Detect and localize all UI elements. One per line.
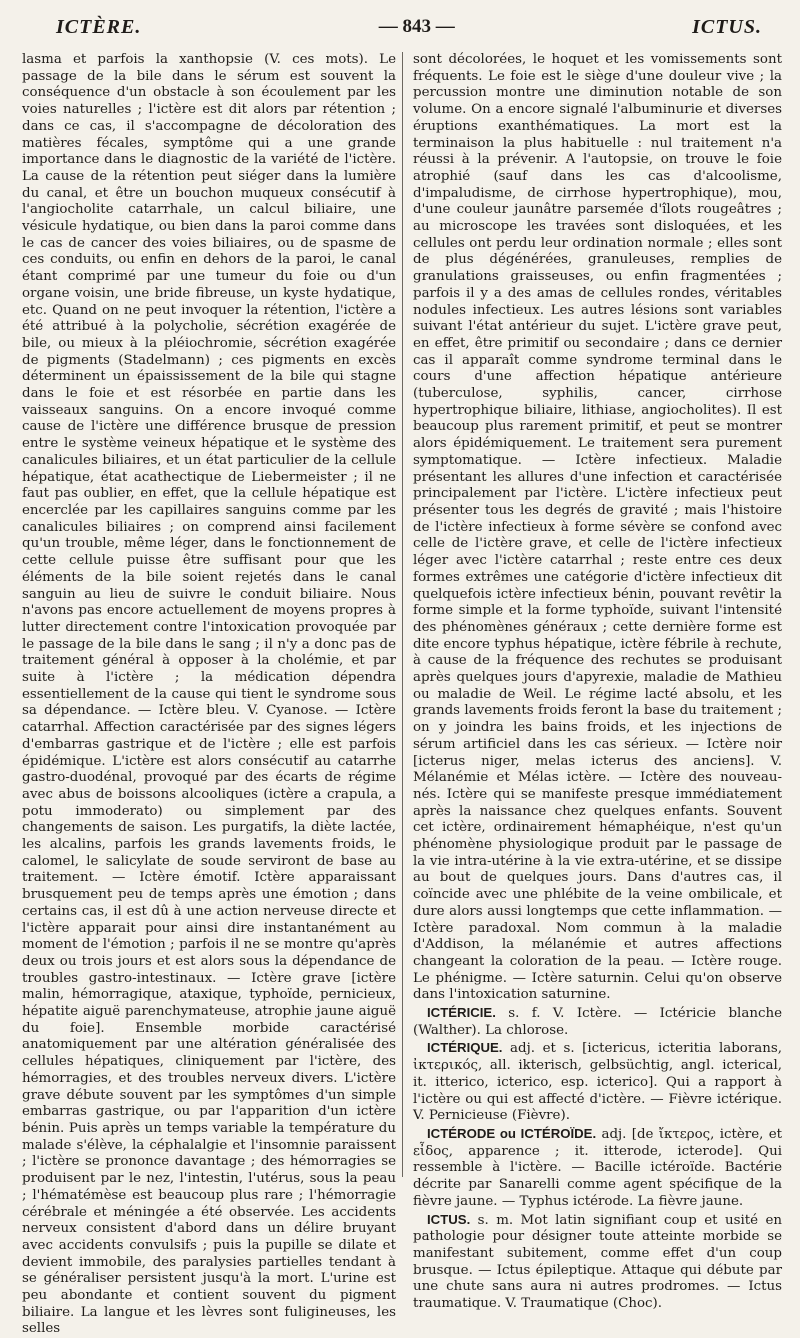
headword-ictus: ICTUS. [427,1211,471,1227]
left-column [22,52,402,1337]
headword-ictericie: ICTÉRICIE. [427,1005,496,1021]
two-column-body [22,52,786,1337]
page-number: — 843 — [378,16,455,37]
running-header [22,8,786,52]
entry-icterode-text: adj. [de ἴκτερος, ictère, et εἶδος, apparence ; it. itterode, icterode]. Qui ressemble à l'ictère. — Bacille ictéroïde. Bactérie décrite par Sanarelli comme agent spécifique de la fièvre jaune. — Typhus ictérode. La fièvre jaune. [413,1127,782,1209]
left-column-text: lasma et parfois la xanthopsie (V. ces mots). Le passage de la bile dans le sérum est souvent la conséquence d'un obstacle à son écoulement par les voies naturelles ; l'ictère est dit alors par rétention ; dans ce cas, il s'accompagne de décoloration des matières fécales, symptôme qui a une grande importance dans le diagnostic de la variété de l'ictère. La cause de la rétention peut siéger dans la lumière du canal, et être un bouchon muqueux consécutif à l'angiocholite catarrhale, un calcul biliaire, une vésicule hydatique, ou bien dans la paroi comme dans le cas de cancer des voies biliaires, ou de spasme de ces conduits, ou enfin en dehors de la paroi, le canal étant comprimé par une tumeur du foie ou d'un organe voisin, une bride fibreuse, un kyste hydatique, etc. Quand on ne peut invoquer la rétention, l'ictère a été attribué à la polycholie, sécrétion exagérée de bile, ou mieux à la pléiochromie, sécrétion exagérée de pigments (Stadelmann) ; ces pigments en excès déterminent un épaississement de la bile qui stagne dans le foie et est résorbée en partie dans les vaisseaux sanguins. On a encore invoqué comme cause de l'ictère une différence brusque de pression entre le système veineux hépatique et le système des canalicules biliaires, et un état particulier de la cellule hépatique, état acathectique de Liebermeister ; il ne faut pas oublier, en effet, que la cellule hépatique est encerclée par les capillaires sanguins comme par les canalicules biliaires ; on comprend ainsi facilement qu'un trouble, même léger, dans le fonctionnement de cette cellule puisse être suffisant pour que les éléments de la bile soient rejetés dans le canal sanguin au lieu de suivre le conduit biliaire. Nous n'avons pas encore actuellement de moyens propres à lutter directement contre l'intoxication provoquée par le passage de la bile dans le sang ; il n'y a donc pas de traitement général à opposer à la cholémie, et par suite à l'ictère ; la médication dépendra essentiellement de la cause qui tient le syndrome sous sa dépendance. — Ictère bleu. V. Cyanose. — Ictère catarrhal. Affection caractérisée par des signes légers d'embarras gastrique et de l'ictère ; elle est parfois épidémique. L'ictère est alors consécutif au catarrhe gastro-duodénal, provoqué par des écarts de régime avec abus de boissons alcooliques (ictère a crapula, a potu immoderato) ou simplement par des changements de saison. Les purgatifs, la diète lactée, les alcalins, parfois les grands lavements froids, le calomel, le salicylate de soude serviront de base au traitement. — Ictère émotif. Ictère apparaissant brusquement peu de temps après une émotion ; dans certains cas, il est dû à une action nerveuse directe et l'ictère apparait pour ainsi dire instantanément au moment de l'émotion ; parfois il ne se montre qu'après deux ou trois jours et est alors sous la dépendance de troubles gastro-intestinaux. — Ictère grave [ictère malin, hémorragique, ataxique, typhoïde, pernicieux, hépatite aiguë parenchymateuse, atrophie jaune aiguë du foie]. Ensemble morbide caractérisé anatomiquement par une altération généralisée des cellules hépatiques, cliniquement par l'ictère, des hémorragies, et des troubles nerveux divers. L'ictère grave débute souvent par les symptômes d'un simple embarras gastrique, ou par l'apparition d'un ictère bénin. Puis après un temps variable la température du malade s'élève, la céphalalgie et l'insomnie paraissent ; l'ictère se prononce davantage ; des hémorragies se produisent par le nez, l'intestin, l'utérus, sous la peau ; l'hématémèse est beaucoup plus rare ; l'hémorragie cérébrale et méningée a été observée. Les accidents nerveux consistent d'abord dans un délire bruyant avec accidents convulsifs ; puis la pupille se dilate et devient immobile, des paralysies partielles tendant à se généraliser persistent jusqu'à la mort. L'urine est peu abondante et contient souvent du pigment biliaire. La langue et les lèvres sont fuligineuses, les selles [22,52,396,1337]
entry-ictericie-text: s. f. V. Ictère. — Ictéricie blanche (Walther). La chlorose. [413,1006,782,1038]
entry-icterique-text: adj. et s. [ictericus, icteritia laborans, ἰκτερικός, all. ikterisch, gelbsüchtig, angl. icterical, it. itterico, icterico, esp. icterico]. Qui a rapport à l'ictère ou qui est affecté d'ictère. — Fièvre ictérique. V. Pernicieuse (Fièvre). [413,1041,782,1124]
entry-icterique [413,1040,782,1125]
entry-ictus [413,1212,782,1313]
right-column [402,52,782,1312]
entry-ictericie [413,1005,782,1039]
headword-icterode: ICTÉRODE ou ICTÉROÏDE. [427,1126,597,1141]
right-column-text: sont décolorées, le hoquet et les vomissements sont fréquents. Le foie est le siège d'une douleur vive ; la percussion montre une diminution notable de son volume. On a encore signalé l'albuminurie et diverses éruptions exanthématiques. La mort est la terminaison la plus habituelle : nul traitement n'a réussi à la prévenir. A l'autopsie, on trouve le foie atrophié (sauf dans les cas d'alcoolisme, d'impaludisme, de cirrhose hypertrophique), mou, d'une couleur jaunâtre parsemée d'îlots rougeâtres ; au microscope les travées sont disloquées, et les cellules ont perdu leur ordination normale ; elles sont de plus dégénérées, granuleuses, remplies de granulations graisseuses, ou enfin fragmentées ; parfois il y a des amas de cellules rondes, véritables nodules infectieux. Les autres lésions sont variables suivant l'état antérieur du sujet. L'ictère grave peut, en effet, être primitif ou secondaire ; dans ce dernier cas il apparaît comme syndrome terminal dans le cours d'une affection hépatique antérieure (tuberculose, syphilis, cancer, cirrhose hypertrophique biliaire, lithiase, angiocholites). Il est beaucoup plus rarement primitif, et peut se montrer alors épidémiquement. Le traitement sera purement symptomatique. — Ictère infectieux. Maladie présentant les allures d'une infection et caractérisée principalement par l'ictère. L'ictère infectieux peut présenter tous les degrés de gravité ; mais l'histoire de l'ictère infectieux à forme sévère se confond avec celle de l'ictère grave, et celle de l'ictère infectieux léger avec l'ictère catarrhal ; reste entre ces deux formes extrêmes une catégorie d'ictère infectieux dit quelquefois ictère infectieux bénin, pouvant revêtir la forme simple et la forme typhoïde, suivant l'intensité des phénomènes généraux ; cette dernière forme est dite encore typhus hépatique, ictère fébrile à rechute, à cause de la fréquence des rechutes se produisant après quelques jours d'apyrexie, maladie de Mathieu ou maladie de Weil. Le régime lacté absolu, et les grands lavements froids feront la base du traitement ; on y joindra les bains froids, et les injections de sérum artificiel dans les cas sérieux. — Ictère noir [icterus niger, melas icterus des anciens]. V. Mélanémie et Mélas ictère. — Ictère des nouveau-nés. Ictère qui se manifeste presque immédiatement après la naissance chez quelques enfants. Souvent cet ictère, ordinairement hémaphéique, n'est qu'un phénomène physiologique produit par le passage de la vie intra-utérine à la vie extra-utérine, et se dissipe au bout de quelques jours. Dans d'autres cas, il coïncide avec une phlébite de la veine ombilicale, et dure alors aussi longtemps que cette inflammation. — Ictère paradoxal. Nom commun à la maladie d'Addison, la mélanémie et autres affections changeant la coloration de la peau. — Ictère rouge. Le phénigme. — Ictère saturnin. Celui qu'on observe dans l'intoxication saturnine. [413,52,782,1003]
entry-ictus-text: s. m. Mot latin signifiant coup et usité en pathologie pour désigner toute atteinte morbide se manifestant subitement, comme effet d'un coup brusque. — Ictus épileptique. Attaque qui débute par une chute sans aura ni autres prodromes. — Ictus traumatique. V. Traumatique (Choc). [413,1212,782,1312]
header-right-title: ICTUS. [692,16,762,38]
entry-icterode [413,1126,782,1211]
headword-icterique: ICTÉRIQUE. [427,1040,503,1056]
header-left-title: ICTÈRE. [56,16,142,38]
